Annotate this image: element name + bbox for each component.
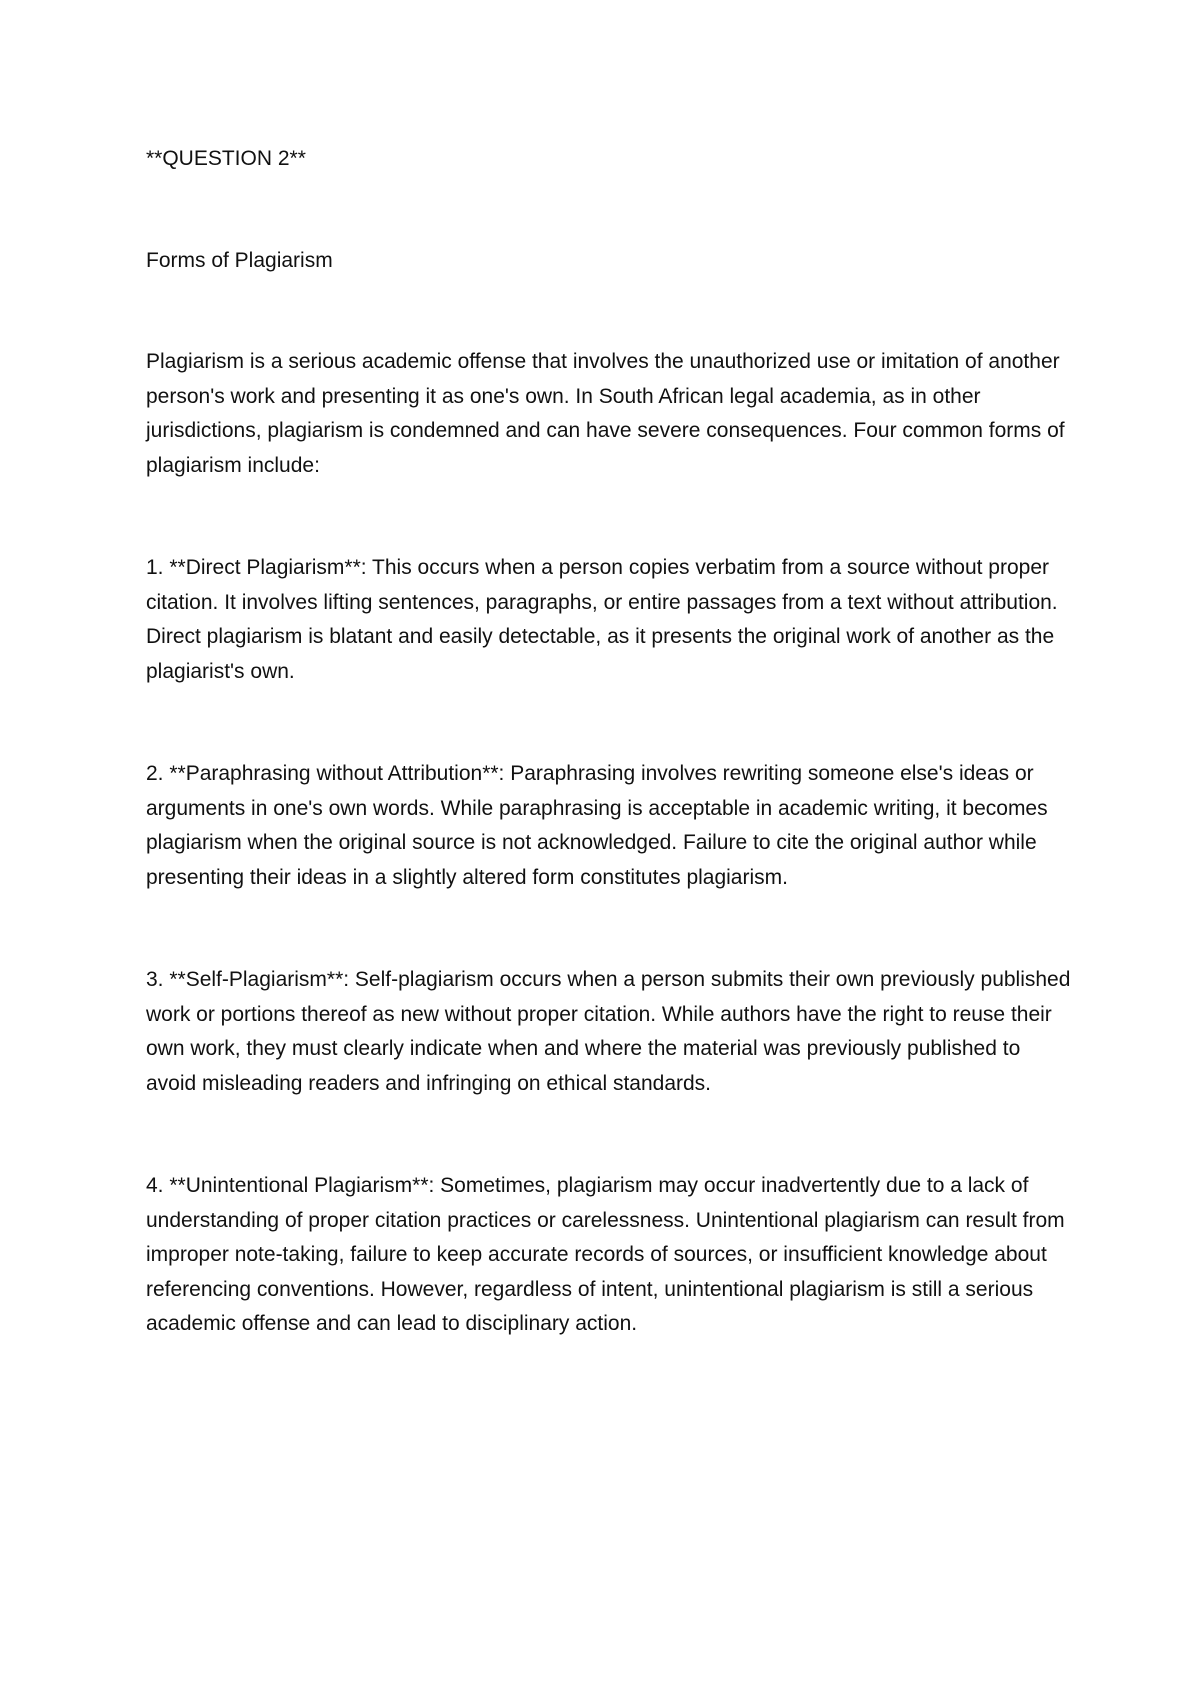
list-item-paraphrasing-without-attribution: 2. **Paraphrasing without Attribution**: Paraphrasing involves rewriting someone else's ideas or arguments in one's own words. While paraphrasing is acceptable in academic writing, it becomes plagiarism when the original source is not acknowledged. Failure to cite the original author while presenting their ideas in a slightly altered form constitutes plagiarism. (146, 762, 1048, 889)
question-heading: **QUESTION 2** (146, 147, 306, 170)
intro-paragraph: Plagiarism is a serious academic offense that involves the unauthorized use or imitation of another person's work and presenting it as one's own. In South African legal academia, as in other jurisdictions, plagiarism is condemned and can have severe consequences. Four common forms of plagiarism include: (146, 350, 1065, 477)
section-title: Forms of Plagiarism (146, 248, 333, 272)
list-item-unintentional-plagiarism: 4. **Unintentional Plagiarism**: Sometimes, plagiarism may occur inadvertently due to a lack of understanding of proper citation practices or carelessness. Unintentional plagiarism can result from improper note-taking, failure to keep accurate records of sources, or insufficient knowledge about referencing conventions. However, regardless of intent, unintentional plagiarism is still a serious academic offense and can lead to disciplinary action. (146, 1174, 1065, 1335)
document-body (146, 142, 1076, 1342)
list-item-self-plagiarism: 3. **Self-Plagiarism**: Self-plagiarism occurs when a person submits their own previously published work or portions thereof as new without proper citation. While authors have the right to reuse their own work, they must clearly indicate when and where the material was previously published to avoid misleading readers and infringing on ethical standards. (146, 968, 1071, 1095)
list-item-direct-plagiarism: 1. **Direct Plagiarism**: This occurs when a person copies verbatim from a source without proper citation. It involves lifting sentences, paragraphs, or entire passages from a text without attribution. Direct plagiarism is blatant and easily detectable, as it presents the original work of another as the plagiarist's own. (146, 556, 1058, 683)
